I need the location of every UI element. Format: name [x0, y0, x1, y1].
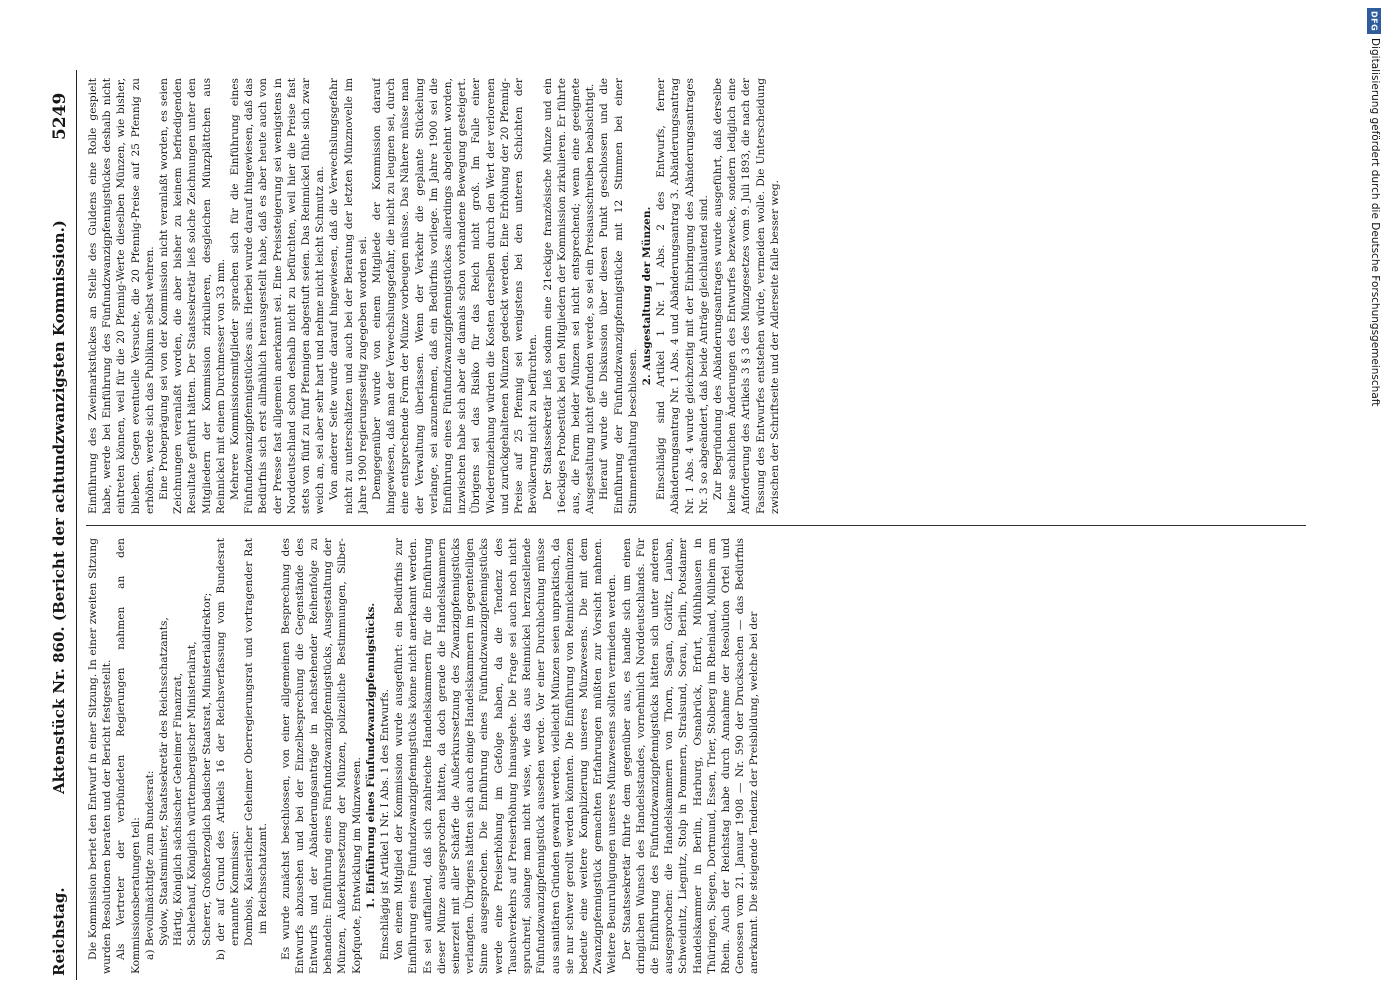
paragraph: Der Staatssekretär ließ sodann eine 21eckige französische Münze und ein 16eckiges Probestück bei den Mitgliedern der Kommission zirkulieren. Er führte aus, die Form beider Münzen sei nicht entsprechend; wenn eine geeignete Ausgestaltung nicht gefunden werde, so sei ein Preisausschreiben beabsichtigt. [541, 78, 597, 514]
document-page [44, 70, 1344, 980]
paragraph: Demgegenüber wurde von einem Mitgliede der Kommission darauf hingewiesen, daß man der Verwechslungsgefahr, die nicht zu leugnen sei, durch eine entsprechende Form der Münze vorbeugen müsse. Das Nähere müsse man der Verwaltung überlassen. Wenn der Verkehr die geplante Stückelung verlange, sei anzunehmen, daß ein Bedürfnis vorliege. Im Jahre 1900 sei die Einführung eines Fünfundzwanzigpfennigstückes allerdings abgelehnt worden, inzwischen habe sich aber die damals schon vorhandene Bewegung gesteigert. Übrigens sei das Risiko für das Reich nicht groß. Im Falle einer Wiedereinziehung würden die Kosten derselben durch den Wert der verlorenen und zurückgehaltenen Münzen gedeckt werden. Eine Erhöhung der 20 Pfennig-Preise auf 25 Pfennig sei wenigstens bei den unteren Schichten der Bevölkerung nicht zu befürchten. [371, 78, 540, 514]
dfg-logo: DFG [1367, 8, 1381, 34]
paragraph: Als Vertreter der verbündeten Regierungen nahmen an den Kommissionsberatungen teil: [115, 538, 142, 974]
paragraph: Eine Probeprägung sei von der Kommission nicht veranlaßt worden, es seien Zeichnungen veranlaßt worden, die aber bisher zu keinem befriedigenden Resultate geführt hätten. Der Staatssekretär ließ solche Zeichnungen unter den Mitgliedern der Kommission zirkulieren, desgleichen Münzplättchen aus Reinnickel mit einem Durchmesser von 33 mm. [158, 78, 227, 514]
list-subitem: Schleehauf, Königlich württembergischer Ministerialrat, [186, 641, 199, 946]
header-title: Aktenstück Nr. 860. (Bericht der achtundzwanzigsten Kommission.) [50, 220, 68, 794]
list-subitem: Scherer, Großherzoglich badischer Staatsrat, Ministerialdirektor; [200, 592, 213, 946]
paragraph: Einführung des Zweimarkstückes an Stelle des Guldens eine Rolle gespielt habe, werde bei Einführung des Fünfundzwanzigpfennigstückes deshalb nicht eintreten können, weil für die 20 Pfennig-Werte dieselben Münzen, wie bisher, blieben. Gegen eventuelle Versuche, die 20 Pfennig-Preise auf 25 Pfennig zu erhöhen, werde sich das Publikum selbst wehren. [87, 78, 156, 514]
page-number: 5249 [50, 92, 70, 140]
page-header [44, 70, 74, 980]
list-item: a) Bevollmächtigte zum Bundesrat: [143, 770, 156, 960]
list-item: b) der auf Grund des Artikels 16 der Reichsverfassung vom Bundesrat ernannte Kommissar: [214, 538, 242, 960]
list-subitem: Sydow, Staatsminister, Staatssekretär des Reichsschatzamts, [158, 617, 171, 946]
section-title: 2. Ausgestaltung der Münzen. [640, 206, 653, 386]
paragraph: Einschlägig sind Artikel 1 Nr. I Abs. 2 des Entwurfs, ferner Abänderungsantrag Nr. 1 Abs. 4 und Abänderungsantrag 3. Abänderungsantrag Nr. 1 Abs. 4 wurde gleichzeitig mit der Einbringung des Abänderungsantrages Nr. 3 so abgeändert, daß beide Anträge gleichlautend sind. [655, 78, 710, 514]
paragraph: Die Kommission beriet den Entwurf in einer Sitzung. In einer zweiten Sitzung wurden Resolutionen beraten und der Bericht festgestellt. [87, 538, 114, 974]
spacer [271, 538, 279, 974]
right-column [86, 78, 1326, 514]
paragraph: Von einem Mitglied der Kommission wurde ausgeführt: ein Bedürfnis zur Einführung eines Fünfundzwanzigpfennigstücks könne nicht anerkannt werden. Es sei auffallend, daß sich zahlreiche Handelskammern für die Einführung dieser Münze ausgesprochen hätten, da doch gerade die Handelskammern seinerzeit mit aller Schärfe die Außerkurssetzung des Zwanzigpfennigstücks verlangten. Übrigens hätten sich auch einige Handelskammern im gegenteiligen Sinne ausgesprochen. Die Einführung eines Fünfundzwanzigpfennigstücks werde eine Preiserhöhung im Gefolge haben, da die Tendenz des Tauschverkehrs auf Preiserhöhung hinausgehe. Die Frage sei auch noch nicht spruchreif, solange man nicht wisse, wie das aus Reinnickel herzustellende Fünfundzwanzigpfennigstück aussehen werde. Vor einer Durchlochung müsse aus sanitären Gründen gewarnt werden, vielleicht Münzen seien unpraktisch, da sie nur schwer gerollt werden könnten. Die Einführung von Reinnickelmünzen bedeute eine weitere Komplizierung unseres Münzwesens. Die mit dem Zwanzigpfennigstück gemachten Erfahrungen müßten zur Vorsicht mahnen. Weitere Beunruhigungen unseres Münzwesens sollten vermieden werden. [393, 538, 619, 974]
header-rule [76, 70, 77, 980]
column-divider [86, 525, 1306, 526]
header-left: Reichstag. [50, 887, 68, 976]
list-subitem: Dombois, Kaiserlicher Geheimer Oberregierungsrat und vortragender Rat im Reichsschatzamt. [243, 538, 270, 946]
paragraph: Der Staatssekretär führte dem gegenüber aus, es handle sich um einen dringlichen Wunsch des Handelsstandes, vornehmlich Norddeutschlands. Für die Einführung des Fünfundzwanzigpfennigstücks hätten sich unter anderen ausgesprochen: die Handelskammern von Thorn, Sagan, Görlitz, Lauban, Schweidnitz, Liegnitz, Stolp in Pommern, Stralsund, Sorau, Berlin, Potsdamer Handelskammer in Berlin, Harburg, Osnabrück, Erfurt, Mühlhausen in Thüringen, Siegen, Dortmund, Essen, Trier, Stolberg im Rheinland, Mülheim am Rhein. Auch der Reichstag habe durch Annahme der Resolution Ortel und Genossen vom 21. Januar 1908 — Nr. 590 der Drucksachen — das Bedürfnis anerkannt. Die steigende Tendenz der Preisbildung, welche bei der [620, 538, 761, 974]
paragraph: Mehrere Kommissionsmitglieder sprachen sich für die Einführung eines Fünfundzwanzigpfennigstückes aus. Hierbei wurde darauf hingewiesen, daß das Bedürfnis sich erst allmählich herausgestellt habe, daß es aber heute auch von der Presse fast allgemein anerkannt sei. Eine Preissteigerung sei wenigstens in Norddeutschland schon deshalb nicht zu befürchten, weil hier die Preise fast stets von fünf zu fünf Pfennigen abgestuft seien. Das Reinnickel fühle sich zwar weich an, sei aber sehr hart und nehme nicht leicht Schmutz an. [229, 78, 327, 514]
paragraph: Von anderer Seite wurde darauf hingewiesen, daß die Verwechslungsgefahr nicht zu unterschätzen und auch bei der Beratung der letzten Münznovelle im Jahre 1900 regierungsseitig zugegeben worden sei. [328, 78, 369, 514]
paragraph: Hierauf wurde die Diskussion über diesen Punkt geschlossen und die Einführung der Fünfundzwanzigpfennigstücke mit 12 Stimmen bei einer Stimmenthaltung beschlossen. [598, 78, 639, 514]
paragraph: Es wurde zunächst beschlossen, von einer allgemeinen Besprechung des Entwurfs abzusehen und bei der Einzelbesprechung die Gegenstände des Entwurfs und der Abänderungsanträge in nachstehender Reihenfolge zu behandeln: Einführung eines Fünfundzwanzigpfennigstücks, Ausgestaltung der Münzen, Außerkurssetzung der Münzen, polizeiliche Bestimmungen, Silber-Kopfquote, Entwicklung im Münzwesen. [279, 538, 363, 974]
paragraph: Einschlägig ist Artikel 1 Nr. I Abs. 1 des Entwurfs. [379, 688, 392, 960]
list-subitem: Härtig, Königlich sächsischer Geheimer Finanzrat, [172, 672, 185, 946]
section-title: 1. Einführung eines Fünfundzwanzigpfennigstücks. [364, 602, 377, 910]
left-column [86, 538, 1326, 974]
digitization-credit: Digitalisierung gefördert durch die Deutsche Forschungsgemeinschaft [1369, 38, 1381, 407]
paragraph: Zur Begründung des Abänderungsantrages wurde ausgeführt, daß derselbe keine sachlichen Änderungen des Entwurfes bezwecke, sondern lediglich eine Anforderung des Artikels 3 § 3 des Münzgesetzes vom 9. Juli 1893, die nach der Fassung des Entwurfes entstehen würde, vermeiden wolle. Die Unterscheidung zwischen der Schriftseite und der Adlerseite falle besser weg. [711, 78, 781, 514]
